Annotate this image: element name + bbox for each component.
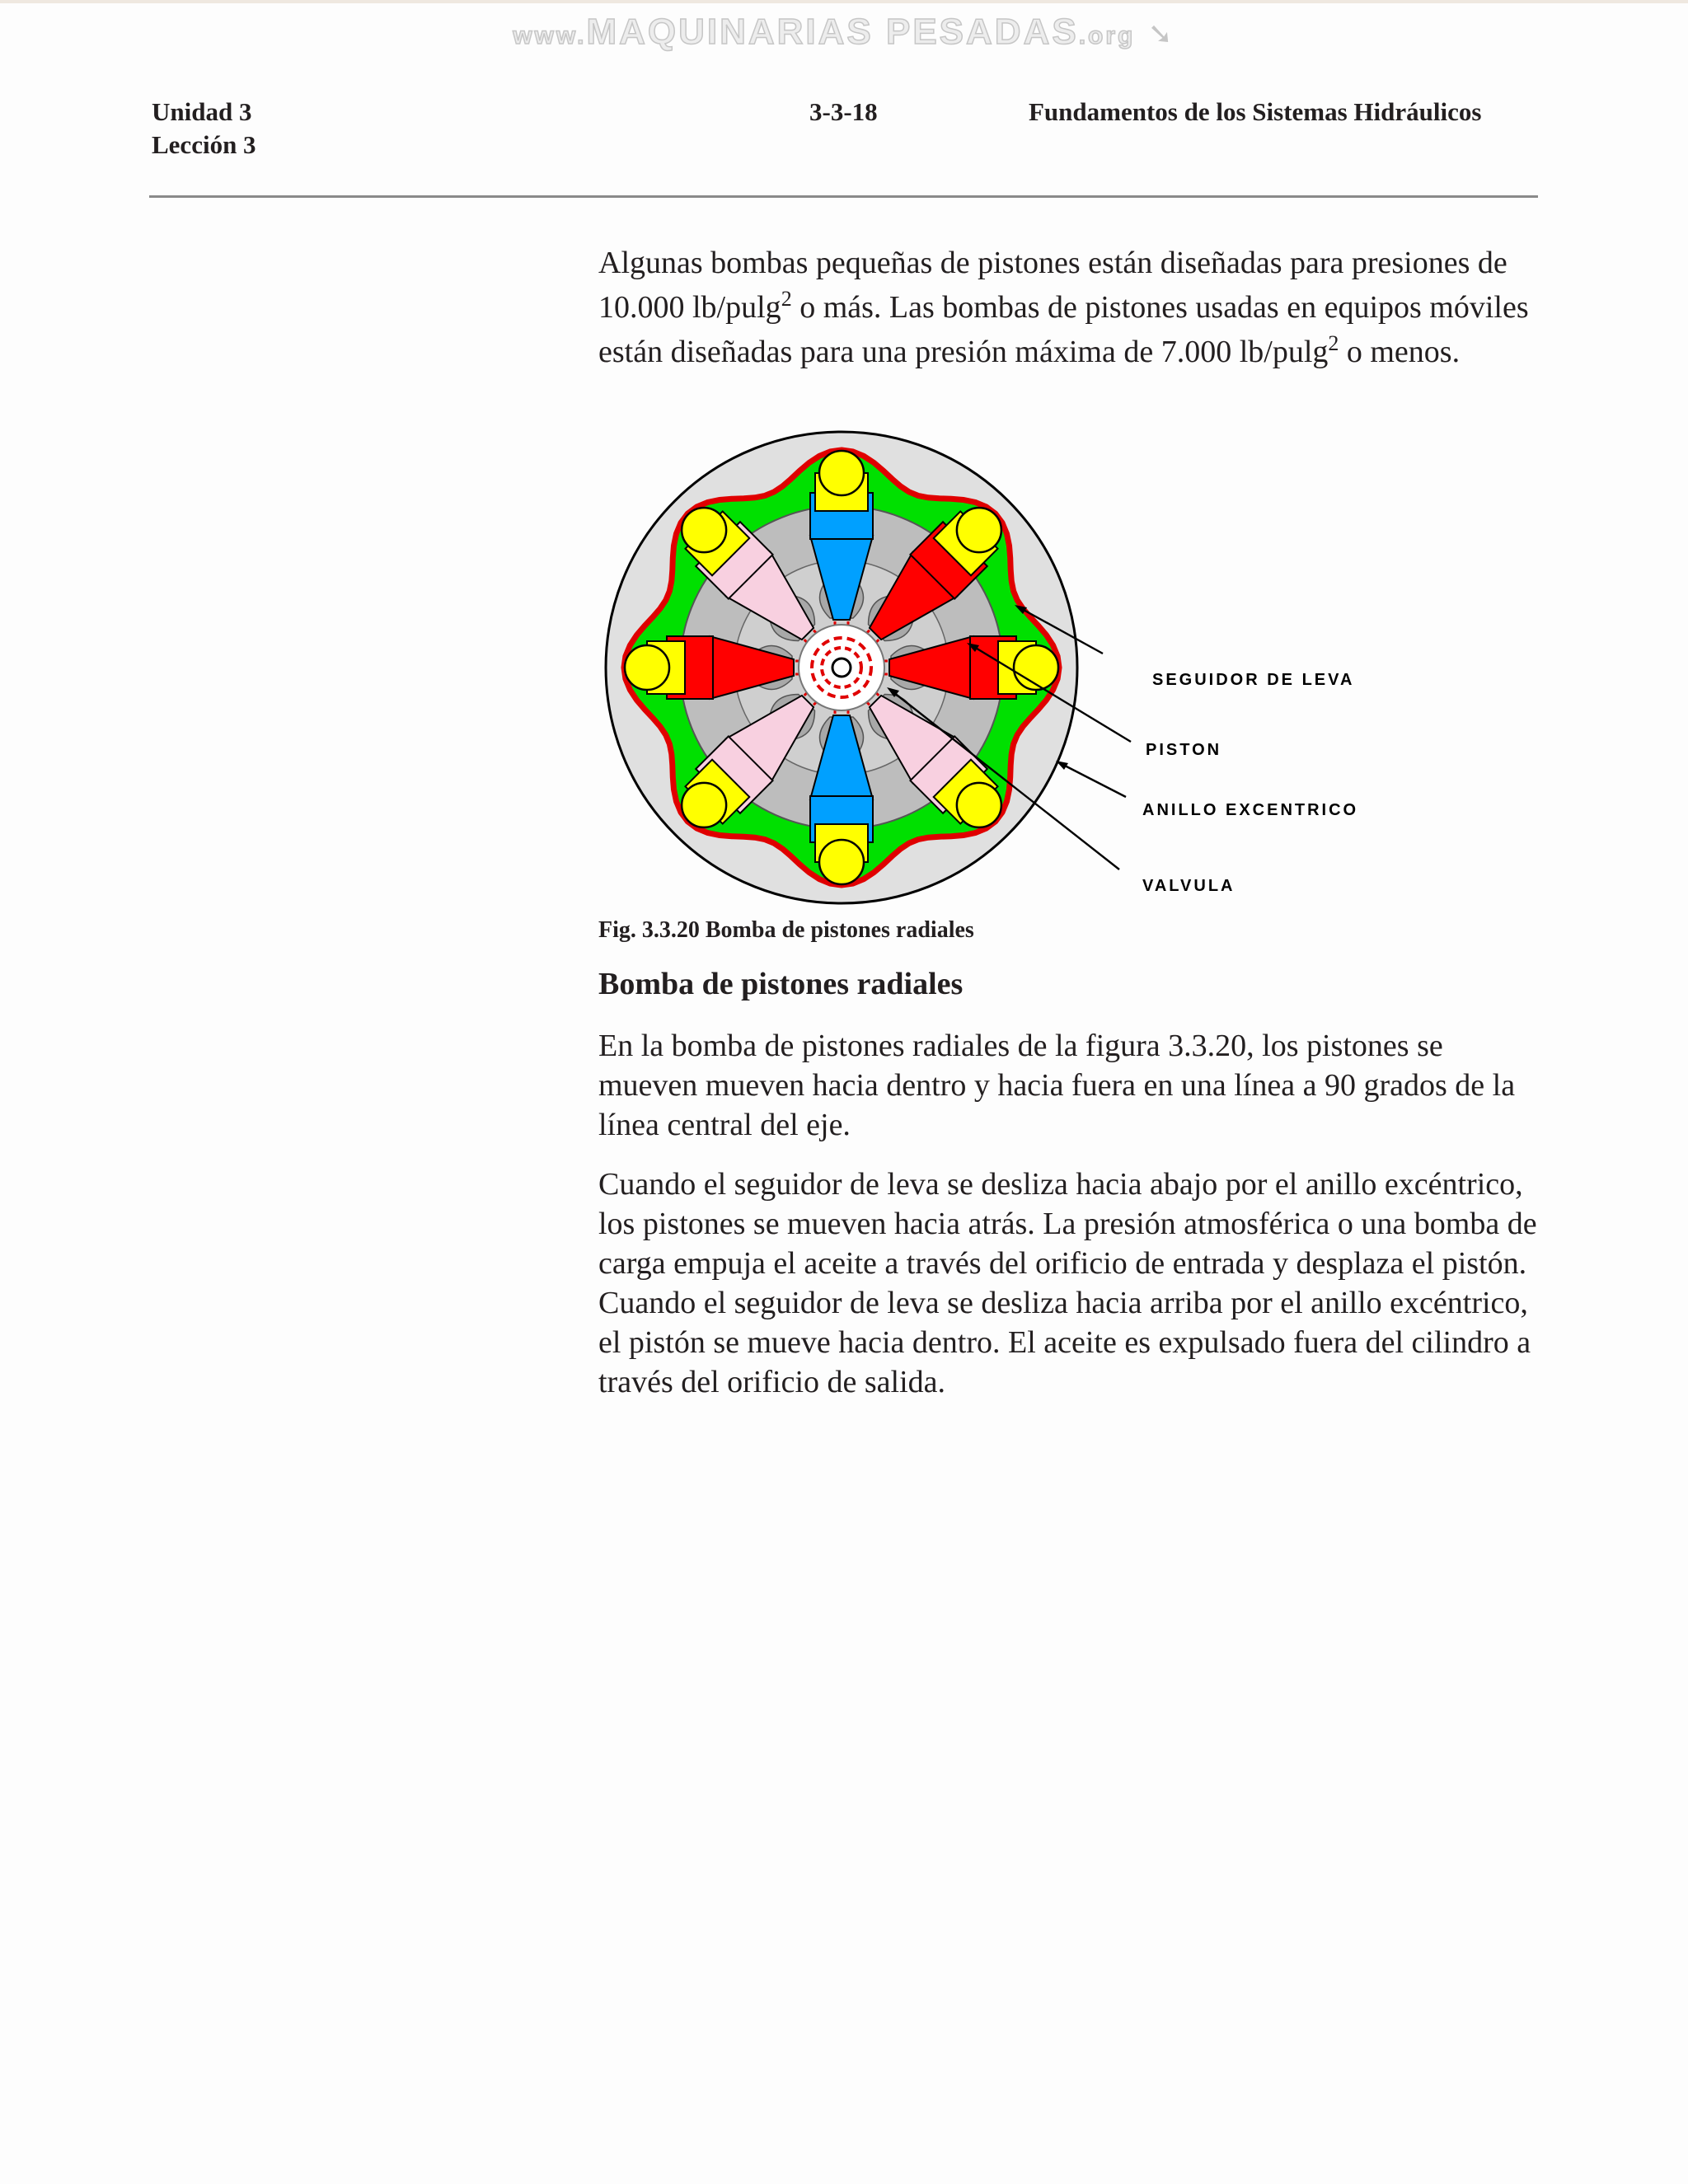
arrowhead-eccentric-ring (1056, 761, 1068, 770)
intro-text-3: o menos. (1339, 335, 1461, 369)
shaft-center (832, 658, 851, 677)
leader-line-eccentric-ring (1063, 765, 1126, 797)
radial-piston-pump-figure (598, 416, 1373, 911)
watermark-brand: MAQUINARIAS PESADAS (586, 12, 1079, 52)
intro-superscript-1: 2 (781, 287, 792, 311)
cam-follower-roller (625, 645, 669, 690)
header-page-number: 3-3-18 (809, 97, 878, 126)
cam-follower-roller (1014, 645, 1058, 690)
header-unit-lesson (152, 96, 256, 162)
intro-superscript-2: 2 (1328, 331, 1339, 355)
watermark-suffix: .org (1078, 22, 1136, 49)
figure-caption: Fig. 3.3.20 Bomba de pistones radiales (598, 917, 974, 943)
header-unit: Unidad 3 (152, 97, 252, 126)
cam-follower-roller (819, 840, 864, 884)
cam-follower-roller (819, 451, 864, 495)
pump-diagram (598, 416, 1373, 911)
label-cam-follower: SEGUIDOR DE LEVA (1152, 671, 1355, 689)
watermark-prefix: www. (513, 22, 587, 49)
header-lesson: Lección 3 (152, 130, 256, 159)
intro-paragraph (598, 241, 1546, 374)
label-piston: PISTON (1146, 741, 1222, 759)
top-border (0, 0, 1688, 3)
cursor-arrow-icon: ➘ (1147, 16, 1175, 50)
watermark (0, 12, 1688, 53)
label-eccentric-ring: ANILLO EXCENTRICO (1142, 801, 1359, 819)
section-paragraph-1: En la bomba de pistones radiales de la figura 3.3.20, los pistones se mueven mueven hacia dentro y hacia fuera en una línea a 90 grados de la línea central del eje. (598, 1029, 1516, 1142)
intro-text-1: Algunas bombas pequeñas de pistones están diseñadas para presiones de 10.000 lb/pulg (598, 246, 1507, 325)
header-title: Fundamentos de los Sistemas Hidráulicos (1029, 97, 1482, 126)
intro-text-2: o más. Las bombas de pistones usadas en equipos móviles están diseñadas para una presión máxima de 7.000 lb/pulg (598, 290, 1529, 369)
label-valve: VALVULA (1142, 877, 1236, 895)
header-rule (149, 195, 1538, 198)
section-heading: Bomba de pistones radiales (598, 967, 964, 1001)
section-paragraph-2: Cuando el seguidor de leva se desliza hacia abajo por el anillo excéntrico, los pistones se mueven hacia atrás. La presión atmosférica o una bomba de carga empuja el aceite a través del orificio de entrada y desplaza el pistón. Cuando el seguidor de leva se desliza hacia arriba por el anillo excéntrico, el pistón se mueve hacia dentro. El aceite es expulsado fuera del cilindro a través del orificio de salida. (598, 1167, 1537, 1399)
